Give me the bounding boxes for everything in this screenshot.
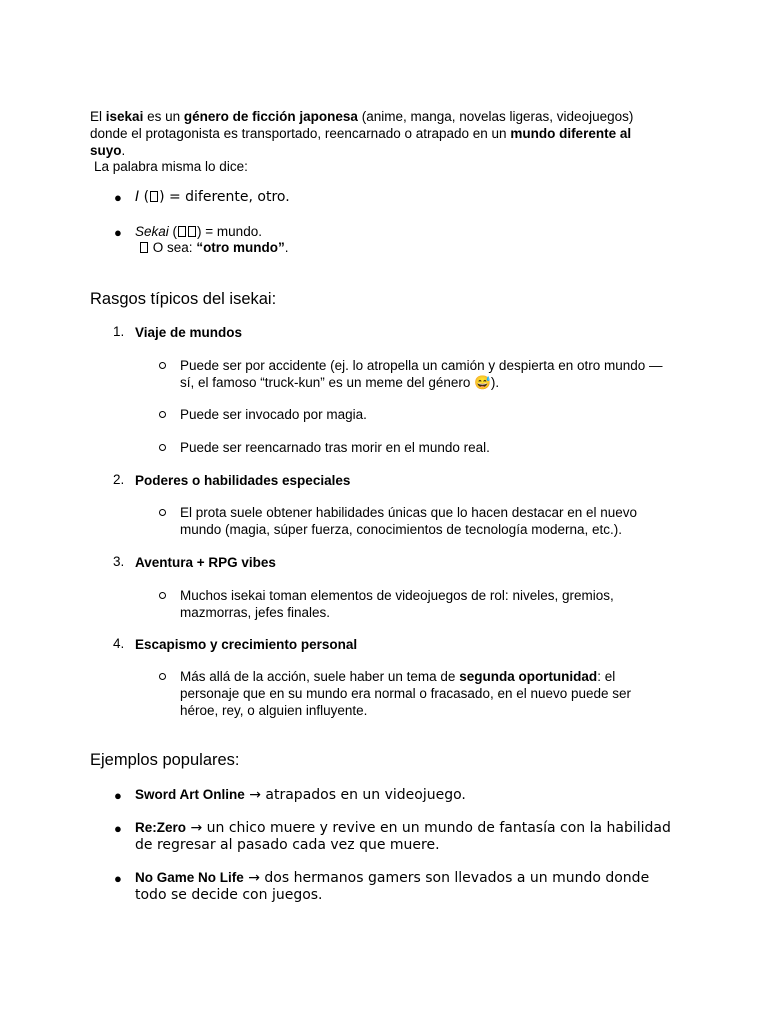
examples-heading: Ejemplos populares:: [90, 751, 240, 769]
sub-line: Muchos isekai toman elementos de videojuegos de rol: niveles, gremios,: [180, 588, 614, 603]
missing-glyph-icon: [140, 242, 148, 253]
trait-title-4: Escapismo y crecimiento personal: [135, 637, 358, 652]
trait-title-1: Viaje de mundos: [135, 325, 243, 340]
osea-bold: “otro mundo”: [196, 240, 285, 255]
intro-text: (anime, manga, novelas ligeras, videojuegos): [361, 109, 634, 124]
sub-line: mazmorras, jefes finales.: [180, 605, 331, 620]
intro-line-1: [90, 108, 690, 125]
sub-line: mundo (magia, súper fuerza, conocimientos de tecnología moderna, etc.).: [180, 522, 622, 537]
example-title: Re:Zero: [135, 820, 187, 835]
circle-bullet-icon: [159, 592, 166, 599]
paren: (: [172, 224, 178, 239]
intro-bold-isekai: isekai: [105, 109, 144, 124]
intro-line-3: [90, 142, 125, 159]
example-title: Sword Art Online: [135, 787, 245, 802]
sub-line: El prota suele obtener habilidades únicas que lo hacen destacar en el nuevo: [180, 505, 638, 520]
circle-bullet-icon: [159, 411, 166, 418]
sub-line: Puede ser por accidente (ej. lo atropella un camión y despierta en otro mundo —: [180, 358, 663, 373]
example-text: → dos hermanos gamers son llevados a un mundo donde: [248, 870, 650, 886]
trait-title-2: Poderes o habilidades especiales: [135, 473, 351, 488]
definition: ) = mundo.: [197, 224, 262, 239]
term-sekai: Sekai: [135, 224, 169, 239]
trait-3-sub-1: [180, 587, 690, 621]
sub-text: : el: [597, 669, 616, 684]
traits-heading: Rasgos típicos del isekai:: [90, 290, 277, 308]
circle-bullet-icon: [159, 362, 166, 369]
example-text: → atrapados en un videojuego.: [249, 787, 466, 803]
example-3: [135, 869, 695, 904]
bullet-icon: ●: [114, 225, 122, 240]
osea-line: [139, 239, 289, 256]
missing-glyph-icon: [178, 226, 186, 237]
intro-text: .: [121, 143, 126, 158]
trait-1-sub-1: [180, 357, 690, 391]
trait-title-3: Aventura + RPG vibes: [135, 555, 276, 570]
intro-line-4: La palabra misma lo dice:: [94, 159, 248, 174]
example-text: → un chico muere y revive en un mundo de fantasía con la habilidad: [190, 820, 671, 836]
example-text: todo se decide con juegos.: [135, 887, 323, 903]
list-number: 1.: [113, 324, 125, 339]
example-text: de regresar al pasado cada vez que muere.: [135, 837, 440, 853]
bullet-icon: ●: [114, 871, 122, 886]
intro-text: donde el protagonista es transportado, reencarnado o atrapado en un: [90, 126, 507, 141]
circle-bullet-icon: [159, 444, 166, 451]
sub-line: [180, 668, 690, 685]
example-1: [135, 786, 466, 804]
bullet-icon: ●: [114, 821, 122, 836]
missing-glyph-icon: [150, 191, 158, 202]
intro-bold-world: mundo diferente al: [510, 126, 632, 141]
sub-line: héroe, rey, o alguien influyente.: [180, 703, 368, 718]
definition: ) = diferente, otro.: [159, 189, 290, 205]
intro-bold-genre: género de ficción japonesa: [183, 109, 358, 124]
intro-text: El: [90, 109, 103, 124]
sub-line: personaje que en su mundo era normal o fracasado, en el nuevo puede ser: [180, 686, 632, 701]
list-number: 3.: [113, 554, 125, 569]
example-title: No Game No Life: [135, 870, 244, 885]
intro-bold-suyo: suyo: [90, 143, 122, 158]
etymology-item-1: [135, 189, 290, 205]
etymology-item-2: [135, 223, 262, 240]
trait-1-sub-3: Puede ser reencarnado tras morir en el mundo real.: [180, 440, 490, 455]
osea-prefix: O sea:: [152, 240, 193, 255]
bullet-icon: ●: [114, 190, 122, 205]
osea-end: .: [284, 240, 289, 255]
example-2: [135, 819, 695, 854]
intro-text: es un: [147, 109, 181, 124]
trait-1-sub-2: Puede ser invocado por magia.: [180, 407, 367, 422]
missing-glyph-icon: [188, 226, 196, 237]
sub-bold: segunda oportunidad: [459, 669, 598, 684]
circle-bullet-icon: [159, 509, 166, 516]
circle-bullet-icon: [159, 673, 166, 680]
intro-line-2: [90, 125, 690, 142]
bullet-icon: ●: [114, 788, 122, 803]
list-number: 2.: [113, 472, 125, 487]
paren: (: [143, 189, 150, 205]
sub-text: Más allá de la acción, suele haber un tema de: [180, 669, 456, 684]
trait-2-sub-1: [180, 504, 690, 538]
sub-line: sí, el famoso “truck-kun” es un meme del género 😅).: [180, 375, 500, 390]
term-i: I: [135, 189, 140, 205]
list-number: 4.: [113, 636, 125, 651]
trait-4-sub-1: [180, 668, 690, 719]
